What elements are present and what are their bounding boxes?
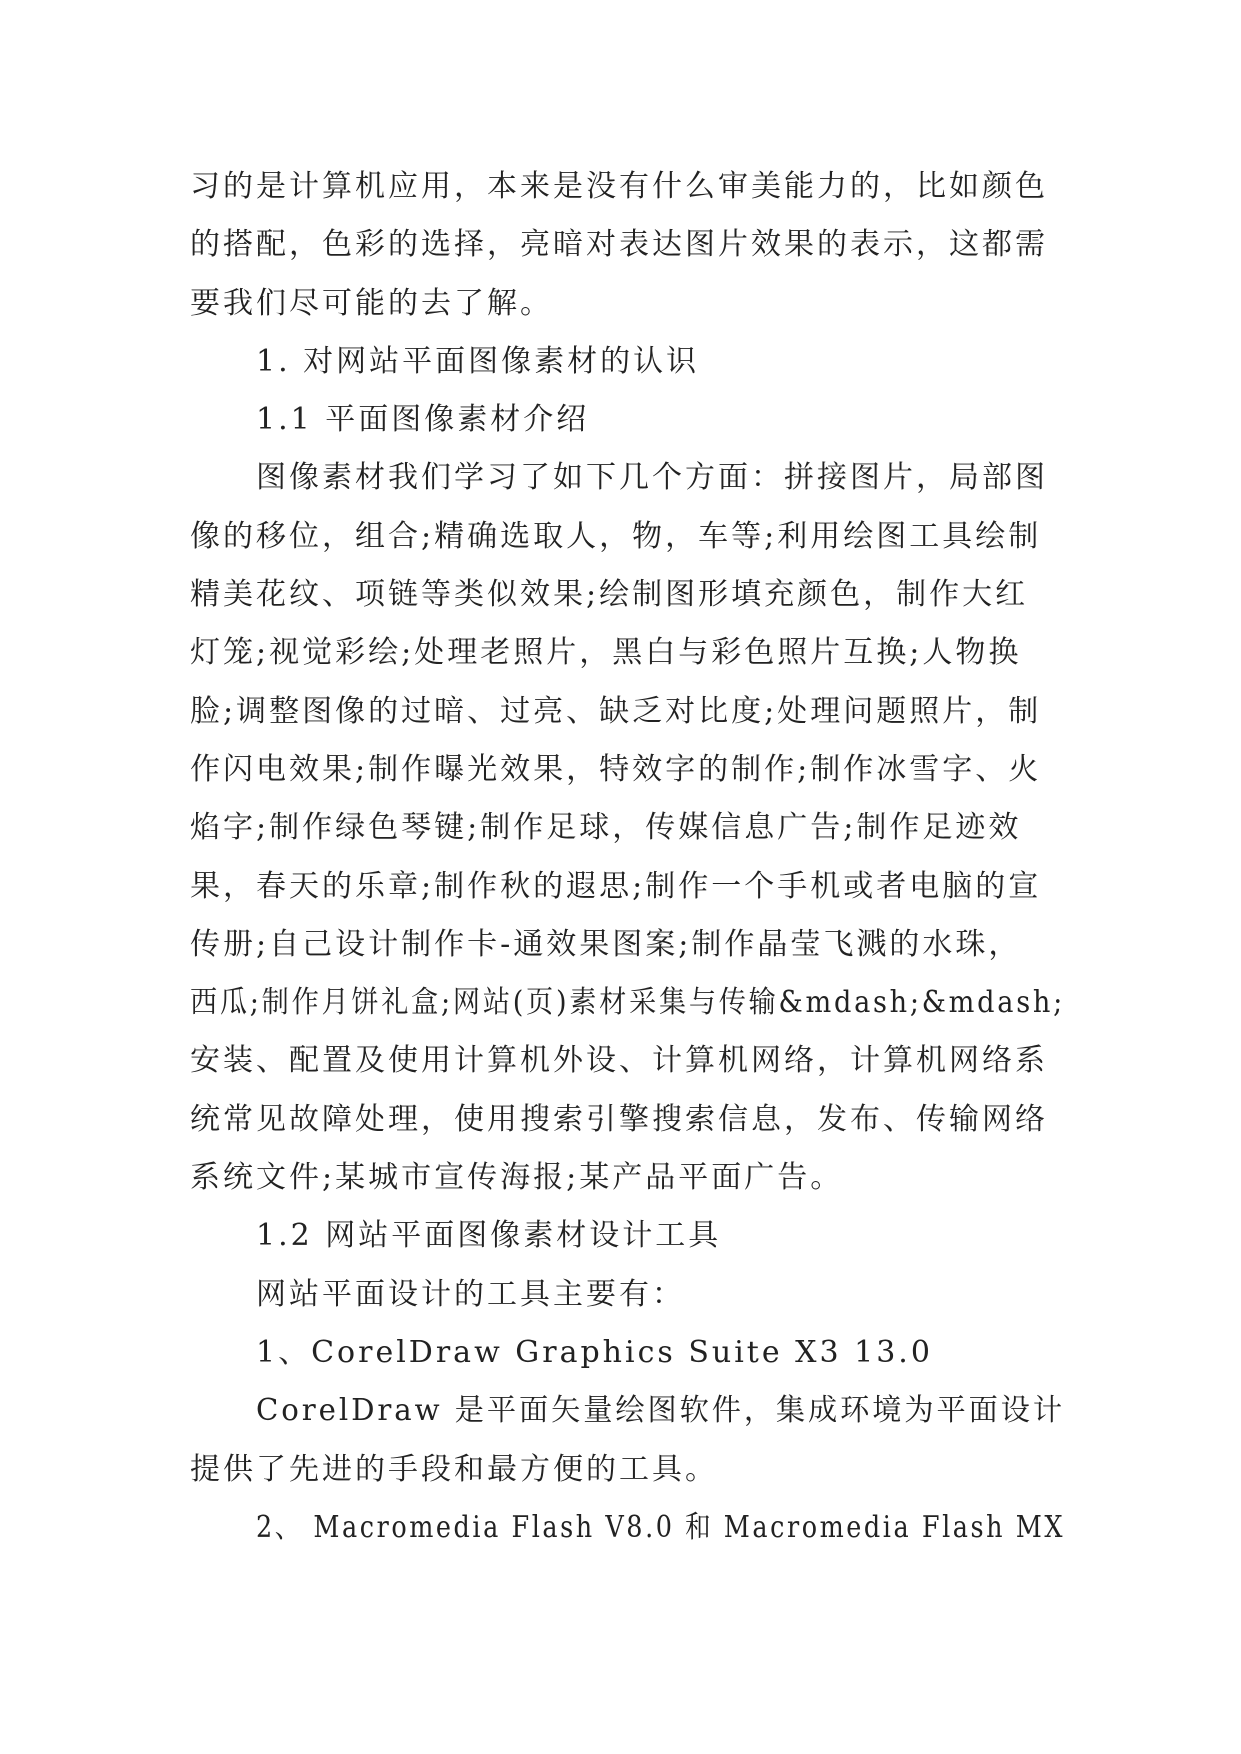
- paragraph-line-8: 精美花纹、项链等类似效果;绘制图形填充颜色，制作大红: [190, 577, 1029, 613]
- paragraph-line-17: 统常见故障处理，使用搜索引擎搜索信息，发布、传输网络: [190, 1101, 1048, 1137]
- paragraph-line-14: 传册;自己设计制作卡-通效果图案;制作晶莹飞溅的水珠，: [190, 926, 1022, 962]
- paragraph-line-18: 系统文件;某城市宣传海报;某产品平面广告。: [190, 1160, 844, 1196]
- paragraph-line-2: 的搭配，色彩的选择，亮暗对表达图片效果的表示，这都需: [190, 227, 1048, 263]
- paragraph-line-16: 安装、配置及使用计算机外设、计算机网络，计算机网络系: [190, 1043, 1048, 1079]
- paragraph-line-10: 脸;调整图像的过暗、过亮、缺乏对比度;处理问题照片，制: [190, 693, 1042, 729]
- paragraph-line-3: 要我们尽可能的去了解。: [190, 285, 553, 321]
- paragraph-line-13: 果，春天的乐章;制作秋的遐思;制作一个手机或者电脑的宣: [190, 868, 1042, 904]
- paragraph-line-7: 像的移位，组合;精确选取人，物，车等;利用绘图工具绘制: [190, 518, 1042, 554]
- section-heading-1: 1. 对网站平面图像素材的认识: [256, 343, 700, 379]
- paragraph-line-12: 焰字;制作绿色琴键;制作足球，传媒信息广告;制作足迹效: [190, 810, 1022, 846]
- paragraph-line-15: 西瓜;制作月饼礼盒;网站(页)素材采集与传输&mdash;&mdash;: [190, 985, 1065, 1021]
- paragraph-line-9: 灯笼;视觉彩绘;处理老照片，黑白与彩色照片互换;人物换: [190, 635, 1022, 671]
- paragraph-line-6: 图像素材我们学习了如下几个方面：拼接图片，局部图: [256, 460, 1048, 496]
- paragraph-line-20: 网站平面设计的工具主要有：: [256, 1276, 685, 1312]
- tool-item-2: 2、 Macromedia Flash V8.0 和 Macromedia Flash MX: [256, 1509, 1066, 1545]
- paragraph-line-1: 习的是计算机应用，本来是没有什么审美能力的，比如颜色: [190, 169, 1048, 204]
- subsection-heading-1-1: 1.1 平面图像素材介绍: [256, 402, 590, 438]
- tool-item-1: 1、CorelDraw Graphics Suite X3 13.0: [256, 1334, 933, 1370]
- document-body: [190, 158, 1066, 1557]
- paragraph-line-11: 作闪电效果;制作曝光效果，特效字的制作;制作冰雪字、火: [190, 751, 1042, 787]
- subsection-heading-1-2: 1.2 网站平面图像素材设计工具: [256, 1218, 722, 1254]
- paragraph-line-23: 提供了先进的手段和最方便的工具。: [190, 1451, 718, 1487]
- paragraph-line-22: CorelDraw 是平面矢量绘图软件，集成环境为平面设计: [256, 1393, 1066, 1429]
